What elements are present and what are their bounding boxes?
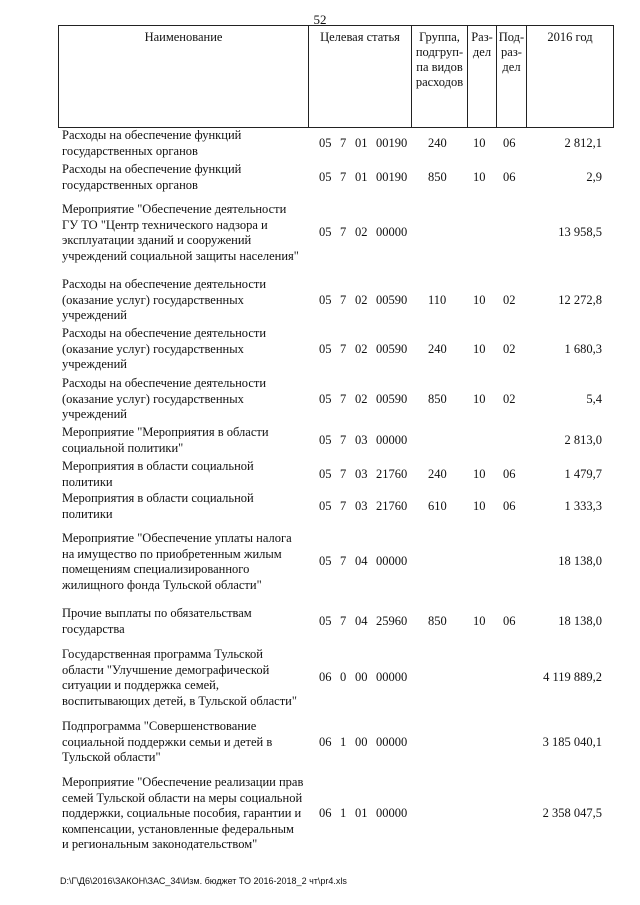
row-amount: 18 138,0: [558, 554, 602, 568]
row-name-line: Расходы на обеспечение деятельности: [62, 277, 267, 291]
row-c3: 02: [355, 225, 368, 239]
row-c4: 00000: [376, 554, 408, 568]
row-c1: 06: [319, 806, 332, 820]
row-name-line: ГУ ТО "Центр технического надзора и: [62, 217, 268, 232]
row-c2: 7: [340, 136, 347, 150]
header-year-label: 2016 год: [547, 30, 593, 44]
header-subsection-line: раз-: [501, 45, 522, 59]
row-c3: 01: [355, 136, 368, 150]
row-subsection: 02: [503, 342, 516, 356]
header-section: [468, 26, 497, 127]
row-amount: 4 119 889,2: [543, 670, 602, 684]
row-section: 10: [473, 499, 486, 513]
row-subsection: 06: [503, 614, 516, 628]
row-c4: 00590: [376, 392, 408, 406]
header-target: [309, 26, 412, 127]
row-c3: 03: [355, 499, 368, 513]
row-c2: 1: [340, 735, 347, 749]
row-c3: 01: [355, 806, 368, 820]
row-c3: 02: [355, 392, 368, 406]
row-name-line: поддержки, социальные пособия, гарантии и: [62, 806, 302, 821]
row-amount: 1 333,3: [564, 499, 602, 513]
header-section-line: дел: [472, 45, 492, 59]
row-c1: 05: [319, 136, 332, 150]
row-name-line: учреждений: [62, 357, 127, 372]
row-c3: 02: [355, 293, 368, 307]
row-c3: 03: [355, 467, 368, 481]
row-c4: 00590: [376, 342, 408, 356]
row-c2: 7: [340, 170, 347, 184]
row-name-line: эксплуатации зданий и сооружений: [62, 233, 252, 248]
row-name: [62, 326, 312, 373]
row-name-line: Мероприятие "Обеспечение деятельности: [62, 202, 287, 216]
row-subsection: 06: [503, 170, 516, 184]
row-name-line: компенсации, установленные федеральным: [62, 821, 294, 836]
row-name: [62, 128, 312, 159]
row-name: [62, 376, 312, 423]
row-c2: 7: [340, 433, 347, 447]
row-c1: 05: [319, 392, 332, 406]
row-c1: 05: [319, 499, 332, 513]
header-target-label: Целевая статья: [320, 30, 400, 44]
header-section-line: Раз-: [471, 30, 493, 44]
row-group: 240: [428, 467, 447, 481]
row-subsection: 02: [503, 293, 516, 307]
row-section: 10: [473, 467, 486, 481]
row-name-line: Мероприятие "Обеспечение уплаты налога: [62, 531, 292, 545]
row-amount: 13 958,5: [558, 225, 602, 239]
row-name-line: ситуации и поддержка семей,: [62, 678, 219, 693]
row-c1: 05: [319, 614, 332, 628]
row-name-line: государства: [62, 621, 125, 636]
row-section: 10: [473, 136, 486, 150]
row-c1: 06: [319, 670, 332, 684]
row-group: 240: [428, 136, 447, 150]
row-c4: 00000: [376, 806, 408, 820]
row-c1: 05: [319, 225, 332, 239]
row-c2: 1: [340, 806, 347, 820]
row-c1: 06: [319, 735, 332, 749]
header-subsection-line: дел: [502, 60, 521, 74]
header-name-label: Наименование: [144, 30, 223, 44]
row-amount: 1 680,3: [564, 342, 602, 356]
header-group-line: Группа,: [419, 30, 460, 44]
row-name-line: Мероприятия в области социальной: [62, 491, 254, 505]
row-subsection: 06: [503, 499, 516, 513]
row-name: [62, 162, 312, 193]
table-header: [58, 25, 614, 128]
row-subsection: 06: [503, 467, 516, 481]
row-name-line: Расходы на обеспечение деятельности: [62, 376, 267, 390]
row-c4: 21760: [376, 499, 408, 513]
row-name-line: Тульской области": [62, 750, 161, 765]
row-c2: 0: [340, 670, 347, 684]
page-number: 52: [313, 12, 327, 27]
row-c1: 05: [319, 467, 332, 481]
row-c2: 7: [340, 499, 347, 513]
row-c4: 25960: [376, 614, 408, 628]
row-group: 850: [428, 170, 447, 184]
row-c4: 00590: [376, 293, 408, 307]
row-name-line: Мероприятие "Мероприятия в области: [62, 425, 269, 439]
header-subsection: [497, 26, 527, 127]
header-name: [59, 26, 309, 127]
row-c3: 04: [355, 554, 368, 568]
row-amount: 5,4: [586, 392, 602, 406]
row-section: 10: [473, 614, 486, 628]
row-amount: 2 358 047,5: [542, 806, 602, 820]
header-group: [412, 26, 468, 127]
row-name: [62, 531, 312, 593]
row-c1: 05: [319, 433, 332, 447]
row-name: [62, 202, 312, 264]
row-name: [62, 277, 312, 324]
row-name-line: (оказание услуг) государственных: [62, 341, 244, 356]
header-subsection-line: Под-: [498, 30, 525, 44]
row-c4: 00000: [376, 225, 408, 239]
row-subsection: 06: [503, 136, 516, 150]
row-group: 850: [428, 392, 447, 406]
row-name-line: учреждений социальной защиты населения": [62, 248, 299, 263]
row-name-line: социальной политики": [62, 440, 184, 455]
row-name: [62, 647, 312, 709]
row-amount: 1 479,7: [564, 467, 602, 481]
row-amount: 12 272,8: [558, 293, 602, 307]
row-c2: 7: [340, 467, 347, 481]
row-c2: 7: [340, 293, 347, 307]
row-c2: 7: [340, 392, 347, 406]
row-c1: 05: [319, 293, 332, 307]
row-name-line: на имущество по приобретенным жилым: [62, 546, 282, 561]
row-c1: 05: [319, 342, 332, 356]
row-c4: 21760: [376, 467, 408, 481]
row-c3: 00: [355, 735, 368, 749]
row-group: 610: [428, 499, 447, 513]
row-name-line: воспитывающих детей, в Тульской области": [62, 693, 297, 708]
row-c1: 05: [319, 554, 332, 568]
row-group: 850: [428, 614, 447, 628]
row-name-line: Мероприятие "Обеспечение реализации прав: [62, 775, 304, 789]
row-name-line: области "Улучшение демографической: [62, 662, 270, 677]
row-name-line: политики: [62, 474, 113, 489]
row-name: [62, 719, 312, 766]
row-name-line: учреждений: [62, 308, 127, 323]
row-c4: 00190: [376, 170, 408, 184]
row-section: 10: [473, 293, 486, 307]
row-amount: 2,9: [586, 170, 602, 184]
row-c1: 05: [319, 170, 332, 184]
row-name: [62, 425, 312, 456]
row-c3: 00: [355, 670, 368, 684]
row-c3: 01: [355, 170, 368, 184]
row-c4: 00000: [376, 735, 408, 749]
row-c3: 02: [355, 342, 368, 356]
row-section: 10: [473, 170, 486, 184]
row-amount: 18 138,0: [558, 614, 602, 628]
row-name: [62, 606, 312, 637]
row-name-line: семей Тульской области на меры социальной: [62, 790, 303, 805]
row-name: [62, 459, 312, 490]
row-section: 10: [473, 342, 486, 356]
row-name-line: Расходы на обеспечение функций: [62, 128, 242, 142]
row-c2: 7: [340, 554, 347, 568]
header-group-line: па видов: [416, 60, 463, 74]
row-subsection: 02: [503, 392, 516, 406]
row-name-line: учреждений: [62, 407, 127, 422]
row-name: [62, 775, 312, 853]
header-group-line: расходов: [415, 75, 464, 89]
row-name-line: государственных органов: [62, 143, 198, 158]
row-name-line: Государственная программа Тульской: [62, 647, 263, 661]
row-c3: 03: [355, 433, 368, 447]
file-path-footer: D:\Г\Д6\2016\ЗАКОН\ЗАС_34\Изм. бюджет ТО 2016-2018_2 чт\pr4.xls: [60, 876, 347, 886]
row-c2: 7: [340, 225, 347, 239]
row-name-line: Расходы на обеспечение деятельности: [62, 326, 267, 340]
row-name-line: социальной поддержки семьи и детей в: [62, 734, 273, 749]
row-group: 110: [428, 293, 447, 307]
row-amount: 2 812,1: [564, 136, 602, 150]
header-year: [527, 26, 613, 127]
row-amount: 2 813,0: [564, 433, 602, 447]
row-c3: 04: [355, 614, 368, 628]
row-amount: 3 185 040,1: [542, 735, 602, 749]
header-group-line: подгруп-: [415, 45, 464, 59]
row-name-line: жилищного фонда Тульской области": [62, 577, 262, 592]
row-name-line: Прочие выплаты по обязательствам: [62, 606, 252, 620]
row-c4: 00190: [376, 136, 408, 150]
row-name-line: Подпрограмма "Совершенствование: [62, 719, 257, 733]
row-name-line: и региональным законодательством": [62, 837, 258, 852]
row-name-line: Расходы на обеспечение функций: [62, 162, 242, 176]
row-c4: 00000: [376, 433, 408, 447]
row-c4: 00000: [376, 670, 408, 684]
row-c2: 7: [340, 342, 347, 356]
row-name-line: политики: [62, 506, 113, 521]
row-name-line: (оказание услуг) государственных: [62, 391, 244, 406]
row-name-line: помещениям специализированного: [62, 562, 250, 577]
row-name-line: государственных органов: [62, 177, 198, 192]
row-c2: 7: [340, 614, 347, 628]
row-name-line: (оказание услуг) государственных: [62, 292, 244, 307]
row-name: [62, 491, 312, 522]
row-name-line: Мероприятия в области социальной: [62, 459, 254, 473]
row-section: 10: [473, 392, 486, 406]
row-group: 240: [428, 342, 447, 356]
